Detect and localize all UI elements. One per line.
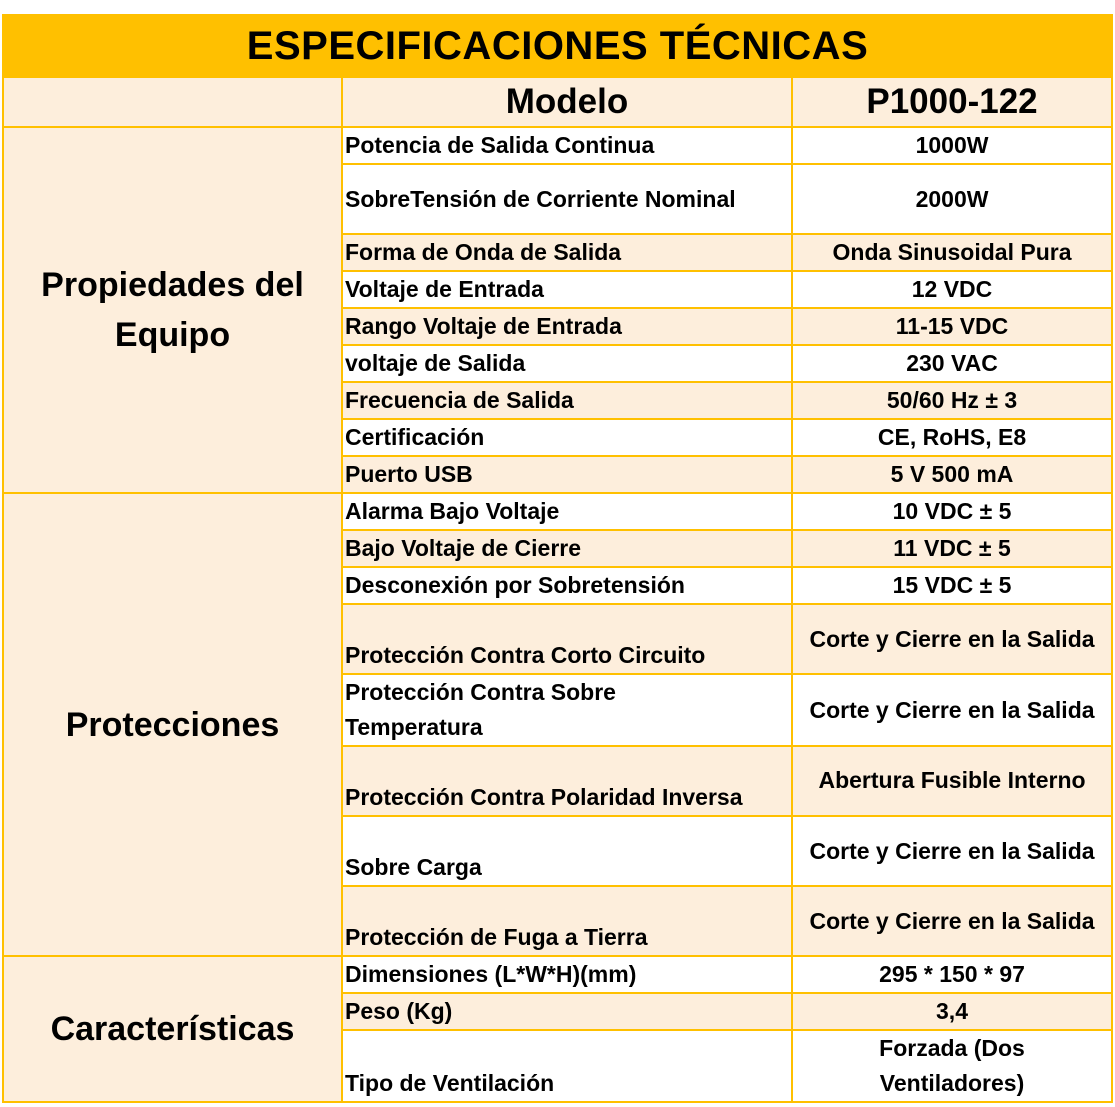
group-label-caracteristicas: Características [3,956,342,1102]
spec-value: Corte y Cierre en la Salida [792,816,1112,886]
spec-label: SobreTensión de Corriente Nominal [342,164,792,234]
spec-value: 12 VDC [792,271,1112,308]
header-blank-cell [3,77,342,127]
header-row [3,77,1112,127]
spec-value: 2000W [792,164,1112,234]
spec-label: Frecuencia de Salida [342,382,792,419]
spec-label: voltaje de Salida [342,345,792,382]
spec-label: Desconexión por Sobretensión [342,567,792,604]
table-row [3,127,1112,164]
title-row [3,15,1112,77]
spec-label: Protección Contra Sobre Temperatura [342,674,792,746]
spec-value: Corte y Cierre en la Salida [792,604,1112,674]
spec-label: Sobre Carga [342,816,792,886]
group-label-protecciones: Protecciones [3,493,342,956]
spec-table [2,14,1113,1103]
spec-label: Rango Voltaje de Entrada [342,308,792,345]
spec-label: Potencia de Salida Continua [342,127,792,164]
spec-value: 5 V 500 mA [792,456,1112,493]
spec-value: Corte y Cierre en la Salida [792,886,1112,956]
spec-value: Forzada (Dos Ventiladores) [792,1030,1112,1102]
spec-label: Protección Contra Polaridad Inversa [342,746,792,816]
spec-label: Forma de Onda de Salida [342,234,792,271]
spec-value: 15 VDC ± 5 [792,567,1112,604]
spec-label: Peso (Kg) [342,993,792,1030]
spec-value: 3,4 [792,993,1112,1030]
spec-value: Corte y Cierre en la Salida [792,674,1112,746]
spec-label: Certificación [342,419,792,456]
model-value: P1000-122 [792,77,1112,127]
spec-value: 1000W [792,127,1112,164]
spec-label: Tipo de Ventilación [342,1030,792,1102]
spec-value: 50/60 Hz ± 3 [792,382,1112,419]
spec-value: Onda Sinusoidal Pura [792,234,1112,271]
spec-label: Puerto USB [342,456,792,493]
spec-value: 11 VDC ± 5 [792,530,1112,567]
spec-label: Voltaje de Entrada [342,271,792,308]
table-row [3,493,1112,530]
spec-value: 11-15 VDC [792,308,1112,345]
spec-value: 230 VAC [792,345,1112,382]
spec-value: Abertura Fusible Interno [792,746,1112,816]
spec-label: Bajo Voltaje de Cierre [342,530,792,567]
table-title: ESPECIFICACIONES TÉCNICAS [3,15,1112,77]
spec-value: 295 * 150 * 97 [792,956,1112,993]
table-row [3,956,1112,993]
spec-label: Protección de Fuga a Tierra [342,886,792,956]
spec-value: CE, RoHS, E8 [792,419,1112,456]
model-label: Modelo [342,77,792,127]
group-label-propiedades: Propiedades del Equipo [3,127,342,493]
spec-label: Dimensiones (L*W*H)(mm) [342,956,792,993]
spec-label: Protección Contra Corto Circuito [342,604,792,674]
spec-value: 10 VDC ± 5 [792,493,1112,530]
spec-label: Alarma Bajo Voltaje [342,493,792,530]
